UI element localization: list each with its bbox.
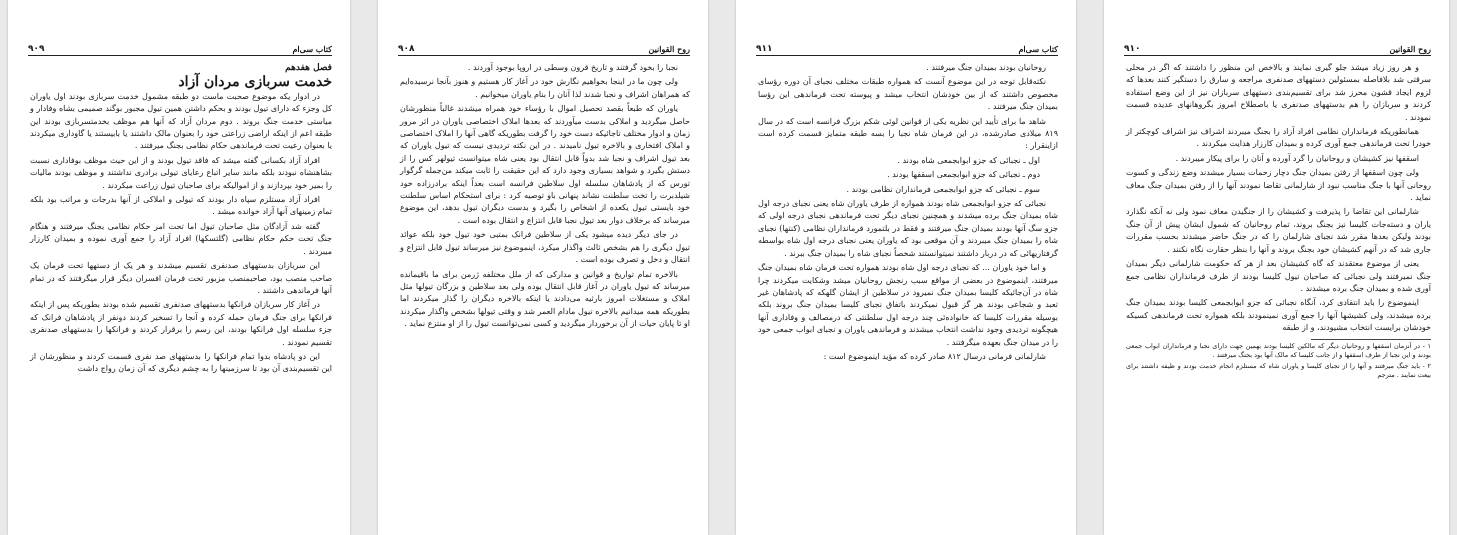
page-number: ۹۰۸ [398, 44, 415, 54]
page-number: ۹۰۹ [28, 44, 45, 54]
page-body [400, 62, 690, 333]
page-body [30, 62, 332, 378]
list-item: سوم ـ نجبائی که جزو ابوابجمعی فرمانداران نظامی بودند . [846, 184, 1040, 194]
section-title: خدمت سربازی مردان آزاد [178, 74, 332, 91]
paragraph: این سربازان بدستههای صدنفری تقسیم میشدند و هر یک از دستهها تحت فرمان یک صاحب منصب بود، صاحبمنصب مزبور تحت فرمان افسران دیگر قرار میگرفتند که در تمام آنها فرماندهی داشتند . [30, 261, 332, 295]
page-body [758, 62, 1058, 365]
paragraph: شاهد ما برای تأیید این نظریه یکی از قوانین لوئی شکم بزرگ فرانسه است که در سال ۸۱۹ میلادی صادرشده، در این فرمان شاه نجبا را بسه طبقه متمایز قسمت کرده است ازاینقرار : [758, 116, 1058, 151]
running-title: روح القوانین [648, 44, 690, 54]
book-page-909 [8, 0, 350, 535]
paragraph: در جای دیگر دیده میشود یکی از سلاطین فرانک بمتبی خود تیول خود بلکه عوائد تیول دیگری را هم بشخص ثالث واگذار میکرد، اینموضوع نیز میرساند تیول قابل انتزاع و انتقال و دخل و تصرف بوده است . [400, 230, 690, 265]
paragraph: نکته‌قابل توجه در این موضوع آنست که همواره طبقات مختلف نجبای آن دوره رؤسای مخصوص داشتند که از بین خودشان انتخاب میشد و پیوسته تحت فرماندهی این رؤسا بمیدان جنگ میرفتند . [758, 77, 1058, 112]
paragraph: این دو پادشاه بدوا تمام فرانکها را بدستههای صد نفری قسمت کردند و منظورشان از این تقسیم‌بندی آن بود تا سرزمینها را به چشم دیگری که آن زمان رواج داشت [30, 351, 332, 374]
book-page-908 [378, 0, 708, 535]
page-number: ۹۱۱ [756, 44, 773, 54]
paragraph: روحانیان بودند بمیدان جنگ میرفتند . [926, 63, 1046, 72]
paragraph: نجبا را بخود گرفتند و تاریخ قرون وسطی در اروپا بوجود آوردند . [467, 63, 678, 72]
page-header [28, 40, 332, 56]
paragraph: شارلمانی فرمانی درسال ۸۱۲ صادر کرده که مؤید اینموضوع است : [823, 351, 1046, 361]
running-title: روح القوانین [1389, 44, 1431, 54]
footnote: ۱ - در آنزمان اسقفها و روحانیان دیگر که مالکین کلیسا بودند بهمین جهت دارای نجبا و فرمانداران ابواب جمعی بودند و این نجبا از طرف اسقفها و از جانب کلیسا که مالک آنها بود بجنگ میرفتند . [1126, 341, 1431, 359]
paragraph: همانطوریکه فرمانداران نظامی افراد آزاد را بجنگ میبردند اشراف نیز اشراف کوچکتر از خودرا تحت فرماندهی جمع آوری کرده و بمیدان کارزار هدایت میکردند . [1126, 127, 1431, 149]
paragraph: ولی چون اسقفها از رفتن بمیدان جنگ دچار زحمات بسیار میشدند وضع زندگی و کسوت روحانی آنها با جنگ مناسب نبود از شارلمانی تقاضا نمودند آنها را از رفتن بمیدان جنگ معاف نماید . [1126, 168, 1431, 203]
book-page-910 [1104, 0, 1449, 535]
page-body [1126, 62, 1431, 382]
paragraph: افراد آزاد مستلزم سپاه دار بودند که تیولی و املاکی از آنها بدرجات و مراتب بود بلکه تمام زمینهای آنها آزاد خوانده میشد . [30, 195, 332, 217]
paragraph: نجبائی که جزو ابوابجمعی شاه بودند همواره از طرف یاوران شاه یعنی نجبای درجه اول شاه بمیدان جنگ برده میشدند و همچنین نجبای دیگر تحت فرماندهی نجبای درجه اولی که جزو سگ آنها بودند بمیدان جنگ میرفتند و فقط در بلتمورد فرمانداران نظامی (کنتها) نجبای شاه را بمیدان جنگ میبردند و آن موقعی بود که یاوران یعنی نجبای درجه اول شاه بواسطه گرفتاریهائی که در دربار داشتند نمیتوانستند شخصاً نجبای شاه را بمیدان جنگ ببرند . [758, 199, 1058, 258]
paragraph: و هر روز زیاد میشد جلو گیری نمایند و بالاخص این منظور را داشتند که اگر در محلی سرقتی شد بلافاصله بمسئولین دستههای صدنفری مراجعه و سارق را دستگیر کنند بعدها که لزوم ایجاد قشون محرز شد برای تقسیم‌بندی دستههای سربازان نیز از این وضع استفاده کردند و سربازان را هم بدستههای صدنفری یا باصطلاح امروز بگروهانهای عدیده قسمت نمودند . [1126, 63, 1431, 122]
page-number: ۹۱۰ [1124, 44, 1141, 54]
paragraph: و اما خود یاوران ... که نجبای درجه اول شاه بودند همواره تحت فرمان شاه بمیدان جنگ میرفتند، اینموضوع در بعضی از مواقع سبب رنجش روحانیان میشد وشکایت میکردند چرا شاه در آن‌جائیکه کلیسا بمیدان جنگ نمیرود در سلاطین از ایشان گلهکه که پادشاهان غیر تعبد و شجاعی بودند هر گز قبول نمیکردند باتفاق نجبای کلیسا بمیدان جنگ بروند بلکه بوسیله مقررات کلیسا که خانواده‌ئی چند درجه اول سلطنتی که درمصالف و وفاداری آنها هیچگونه تردیدی وجود نداشت انتخاب میشدند و فرماندهی یاوران و نجبای ابواب جمعی خود را در میدان جنگ بعهده میگرفتند . [758, 263, 1058, 347]
chapter-label: فصل هفدهم [285, 63, 332, 73]
footnote-divider [1311, 339, 1431, 340]
paragraph: گفته شد آزادگان مثل صاحبان تیول اما تحت امر حکام نظامی بجنگ میرفتند و هنگام جنگ تحت حکم حکام نظامی (گلتسکها) افراد آزاد را جمع آوری نموده و بمیدان کارزار میبردند . [30, 221, 332, 256]
running-title: کتاب سی‌ام [292, 44, 332, 54]
paragraph: یعنی از موضوع معتقدند که گاه کشیشان بعد از هر که حکومت شارلمانی دیگر بمیدان جنگ نمیرفتند ولی نجبائی که صاحبان تیول کلیسا بودند از طرف فرمانداران نظامی جمع آوری شده و بمیدان جنگ برده میشدند . [1126, 259, 1431, 293]
paragraph: بالاخره تمام تواریخ و قوانین و مدارکی که از ملل مختلفه ژرمن برای ما باقیمانده میرساند که تیول یاوران در آغاز قابل انتقال بوده ولی بعد سلاطین و بزرگان تیولها مثل املاک و مستغلات امروز بارثیه می‌دادند یا اینکه بالاخره دیگران را گذار میکردند اما بطوریکه همه میدانیم بالاخره تیول مادام العمر شد و وقتی تیولها بشخص واگذار میکردند او تا پایان حیات از آن برخوردار میگردید و کسی نمی‌توانست تیول را از او منتزع نماید . [400, 269, 690, 329]
paragraph: ولی چون ما در اینجا بخواهیم نگارش خود در آغاز کار هستیم و هنوز بآنجا نرسیده‌ایم که همراهان اشراف و نجبا شدند لذا آنان را بنام یاوران میخوانیم . [400, 77, 690, 99]
footnote: ۲ - باید جنگ میرفتند و آنها را از نجبای کلیسا و یاوران شاه که مستلزم انجام خدمت بودند و ظیفه داشتند برای بیعت نمایند . مترجم [1126, 361, 1431, 379]
paragraph: افراد آزاد بکسانی گفته میشد که فاقد تیول بودند و از این حیث موظف بوفاداری نسبت بشاهنشاه نبودند بلکه مانند سایر اتباع رعایای تیولی برادری نداشتند و موظف بودند مالیات را بمیر خود بپردازند و از اموالیکه برای صاحبان تیول زراعت میکردند . [30, 155, 332, 190]
paragraph: یاوران که طبعاً بقصد تحصیل اموال با رؤساء خود همراه میشدند غالباً منظورشان حاصل میگردید و املاکی بدست میآوردند که بعدها املاک اختصاصی یاوران در اثر مرور زمان و ادوار مختلف تاجائیکه دست خود را گرفت بطوریکه گاهی آنها را املاک اختصاصی و املاک افتخاری و بالاخره تیول نامیدند . در این نکته تردیدی نیست که تیول یاوران که بعد تیول اشراف و نجبا شد بدواً قابل انتقال بود یعنی شاه میتوانست تیولهر کس را از دستش بگیرد و شواهد بسیاری وجود دارد که این حقیقت را ثابت میکند من‌جمله گرگوار تورس که از پادشاهان سلسله اول سلاطین فرانسه است بعداً اینکه برادرزاده خود شیلدبرت را تخت سلطنت نشاند پنهانی باو توصیه کرد : برای استحکام اساس سلطنت خود بایستی تیول یکعده از اشخاص را بگیرد و بدست دیگران تیول بدهد، این موضوع میرساند که برخلاف دوار بعد تیول نجبا قابل انتزاع و انتقال بوده است . [400, 104, 690, 225]
list-item: اول ـ نجبائی که جزو ابوابجمعی شاه بودند . [897, 155, 1040, 165]
page-header [398, 40, 690, 56]
paragraph: اینموضوع را باید انتقادی کرد، آنگاه نجبائی که جزو ابوابجمعی کلیسا بودند بمیدان جنگ برده میشدند، ولی کشیشها آنها را جمع آوری نمینمودند بلکه همواره تحت فرماندهی کسیکه خودشان برایست انتخاب مشیودند، و از طبقه [1126, 298, 1431, 333]
paragraph: اسقفها نیز کشیشان و روحانیان را گرد آورده و آنان را برای پیکار میبردند . [1175, 153, 1419, 163]
running-title: کتاب سی‌ام [1018, 44, 1058, 54]
paragraph: در آغاز کار سربازان فرانکها بدستههای صدنفری تقسیم شده بودند بطوریکه پس از اینکه فرانکها برای جنگ فرمان حمله کرده و آنجا را تسخیر کردند دونفر از پادشاهان فرانک که جزء سلسله اول فرانکها بودند، این رسم را برقرار کردند و فرانکها را بدستههای صدنفری تقسیم نمودند . [30, 300, 332, 347]
paragraph: در ادوار یکه موضوع صحبت ماست دو طبقه مشمول خدمت سربازی بودند اول یاوران کل وجزء که دارای تیول بودند و بحکم داشتن همین تیول مجبور بوگند صمیمی بشاه وفادار و میاستی خدمت جنگ بروند . دوم مردان آزاد که آنها هم موظف بخدمتسربازی بودند این طبقه اعم از اینکه اراضی زراعتی خود را بعنوان مالک داشتند یا بابیستند یا گاوداری میکردند یا بعنوان رعیت تحت فرماندهی حکام نظامی بجنگ میرفتند . [30, 91, 332, 151]
book-page-911 [736, 0, 1076, 535]
paragraph: شارلمانی این تقاضا را پذیرفت و کشیشان را از جنگیدن معاف نمود ولی نه آنکه نگذارد یاران و دسته‌جات کلیسا نیز بجنگ بروند، تمام روحانیان که شمول ایشان پیش از آن جنگ بودند ولیکن بعدها مقرر شد نجبای شارلمان را که در جنگ حاضر میشدند بحسب مقررات جاری شد که در آنهم کشیشان خود بجنگ بروند و آنها را بنظر حقارت نگاه نکنند . [1126, 207, 1431, 254]
list-item: دوم ـ نجبائی که جزو ابوابجمعی اسقفها بودند . [887, 170, 1040, 180]
page-header [1124, 40, 1431, 56]
page-header [756, 40, 1058, 56]
